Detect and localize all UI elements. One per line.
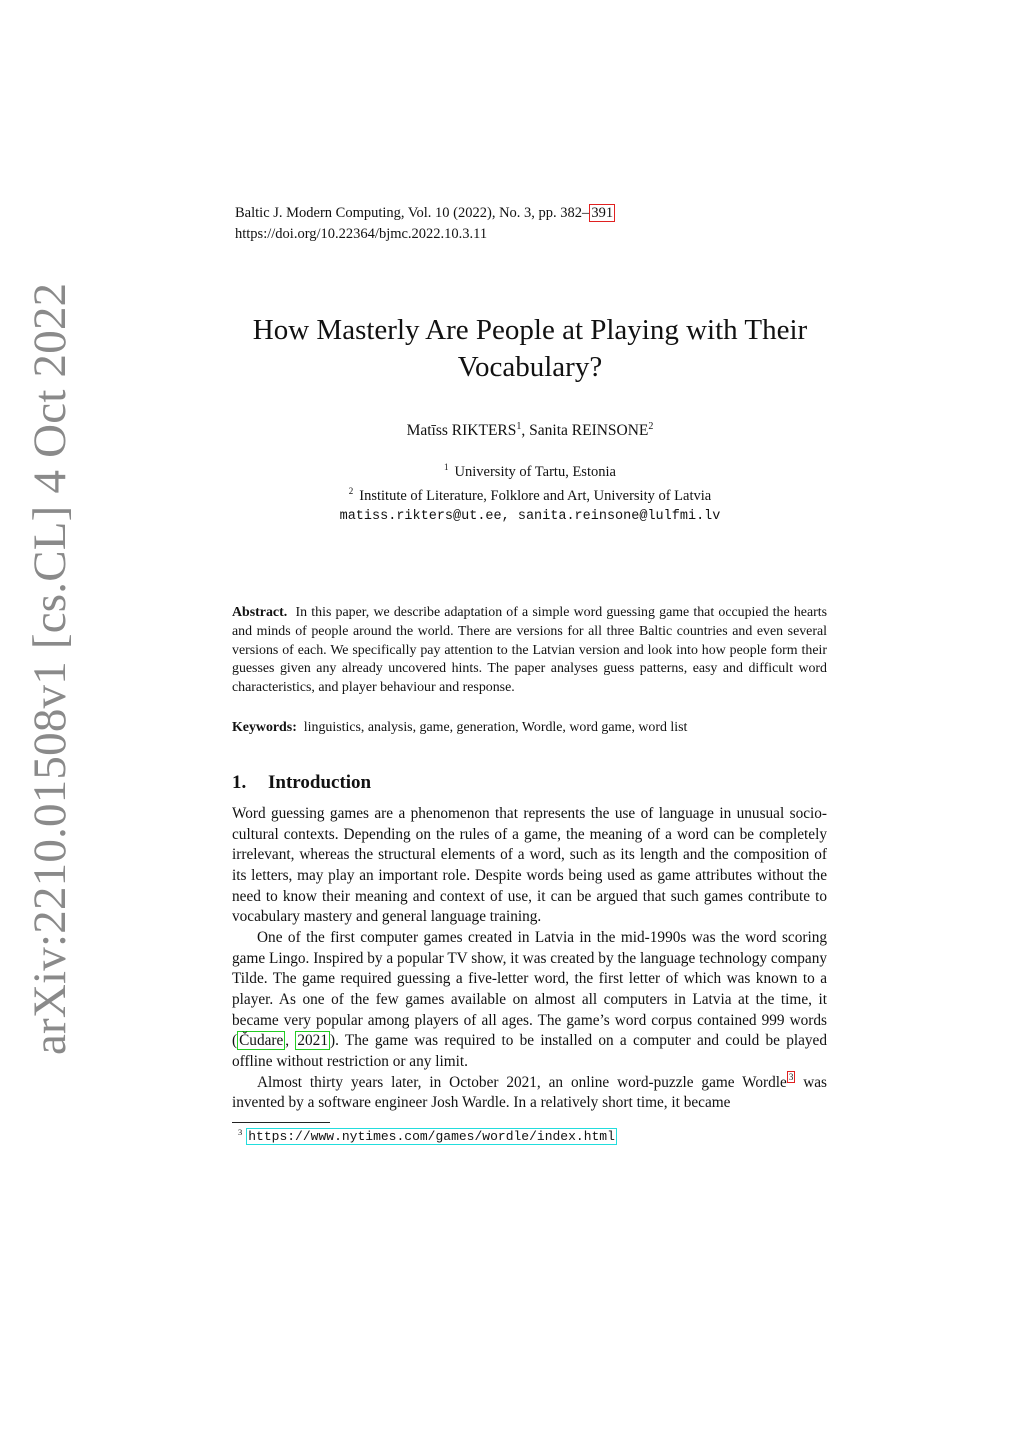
- affiliation-2-text: Institute of Literature, Folklore and Art, University of Latvia: [359, 488, 712, 505]
- section-heading: [232, 772, 371, 794]
- paragraph-3-text-a: Almost thirty years later, in October 2021, an online word-puzzle game Wordle: [257, 1073, 787, 1091]
- author-1-affil-mark: 1: [516, 421, 522, 432]
- citation-separator: ,: [285, 1032, 296, 1050]
- abstract: [232, 604, 827, 698]
- journal-citation: [235, 203, 615, 224]
- author-list: [200, 421, 860, 440]
- paragraph-3: [232, 1073, 827, 1114]
- journal-header: [235, 203, 615, 245]
- abstract-text: In this paper, we describe adaptation of a simple word guessing game that occupied the hearts and minds of people around the world. There are versions for all three Baltic countries and even several versions of each. We specifically pay attention to the Latvian version and look into how people form their guesses given any already uncovered hints. The paper analyses guess patterns, easy and difficult word characteristics, and player behaviour and response.: [232, 605, 827, 696]
- affiliation-2: [200, 482, 860, 506]
- author-emails: matiss.rikters@ut.ee, sanita.reinsone@lulfmi.lv: [339, 508, 721, 524]
- footnote-rule: [232, 1122, 330, 1123]
- footnote-3-link[interactable]: 3: [788, 1072, 794, 1083]
- arxiv-identifier[interactable]: arXiv:2210.01508v1 [cs.CL] 4 Oct 2022: [24, 282, 76, 1055]
- author-1: Matīss RIKTERS: [406, 422, 517, 440]
- abstract-label: Abstract.: [232, 605, 288, 620]
- citation-author-link[interactable]: Čudare: [239, 1032, 284, 1050]
- keywords-text: linguistics, analysis, game, generation, Wordle, word game, word list: [303, 720, 688, 735]
- keywords-label: Keywords:: [232, 720, 297, 735]
- paragraph-2-text-b: ). The game was required to be installed on a computer and could be played offline without restriction or any limit.: [232, 1032, 827, 1070]
- paragraph-2: [232, 928, 827, 1073]
- affiliation-1-text: University of Tartu, Estonia: [454, 463, 616, 480]
- affiliations: [200, 458, 860, 526]
- author-2-affil-mark: 2: [648, 421, 654, 432]
- paragraph-1: Word guessing games are a phenomenon that represents the use of language in unusual socio-cultural contexts. Depending on the rules of a game, the meaning of a word can be completely irrelevant, whereas the structural elements of a word, such as its length and the composition of its letters, may play an important role. Despite words being used as game attributes without the need to know their meaning and context of use, it can be argued that such games contribute to vocabulary mastery and general language training.: [232, 805, 827, 926]
- footnote-mark: 3: [238, 1127, 243, 1137]
- affiliation-2-mark: 2: [348, 486, 354, 497]
- title-line-2: Vocabulary?: [457, 351, 603, 383]
- paper-title: [200, 312, 860, 386]
- section-title: Introduction: [268, 772, 372, 793]
- journal-name: Baltic J. Modern Computing, Vol. 10 (2022), No. 3, pp. 382–: [235, 205, 590, 221]
- title-line-1: How Masterly Are People at Playing with Their: [252, 314, 808, 346]
- section-number: 1.: [232, 772, 247, 793]
- affiliation-1-mark: 1: [444, 462, 449, 472]
- author-separator: ,: [521, 422, 530, 440]
- footnote-url-link[interactable]: https://www.nytimes.com/games/wordle/index.html: [248, 1129, 615, 1145]
- paragraph-3-text-b: was invented by a software engineer Josh Wardle. In a relatively short time, it became: [232, 1073, 827, 1112]
- footnote-3: [238, 1127, 617, 1144]
- keywords: [232, 718, 827, 737]
- affiliation-1: [200, 458, 860, 482]
- citation-year-link[interactable]: 2021: [297, 1032, 328, 1050]
- author-2: Sanita REINSONE: [529, 422, 649, 440]
- body-text: [232, 804, 827, 1114]
- doi-line: https://doi.org/10.22364/bjmc.2022.10.3.11: [235, 226, 488, 242]
- paragraph-2-text-a: One of the first computer games created in Latvia in the mid-1990s was the word scoring game Lingo. Inspired by a popular TV show, it was created by the language technology company Tilde. The game required guessing a five-letter word, the first letter of which was known to a player. As one of the few games available on almost all computers in Latvia at the time, it became very popular among players of all ages. The game’s word corpus contained 999 words (: [232, 928, 827, 1050]
- last-page-link[interactable]: 391: [591, 205, 614, 221]
